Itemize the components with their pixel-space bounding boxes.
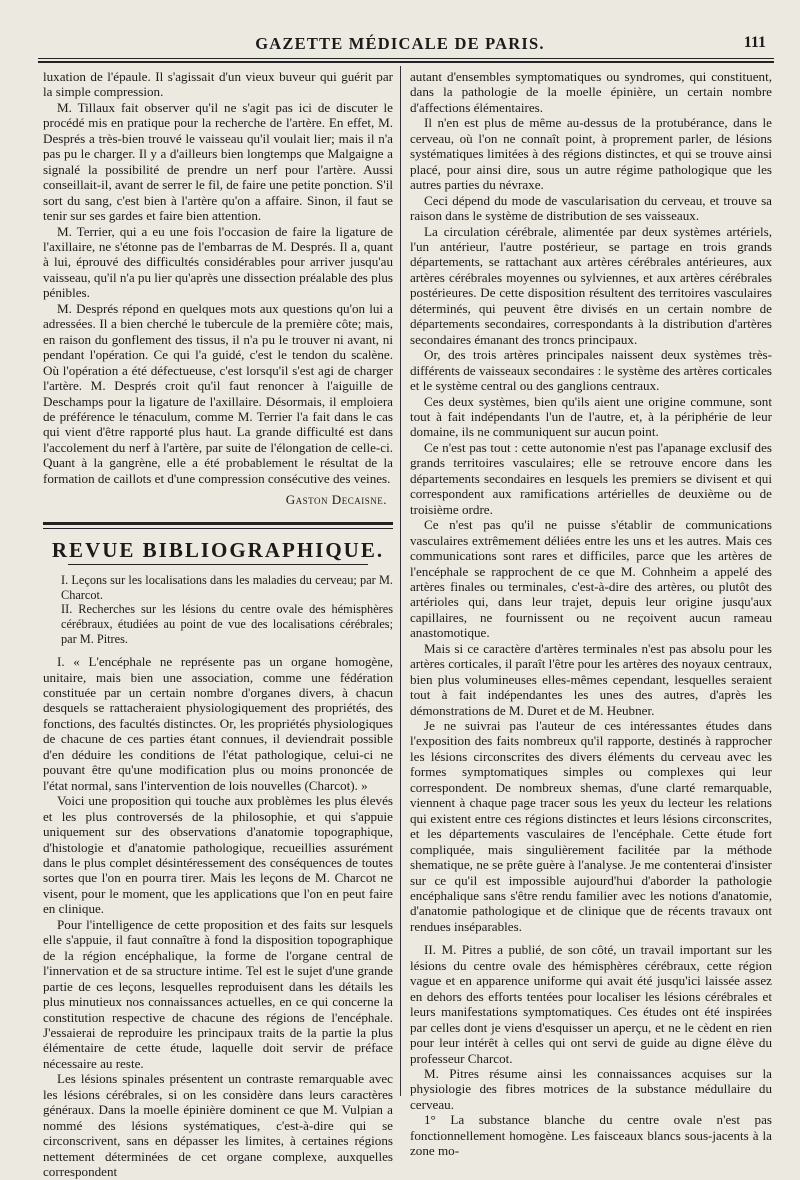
section-title: REVUE BIBLIOGRAPHIQUE.	[51, 537, 385, 562]
right-column	[410, 69, 772, 1159]
paragraph: Ceci dépend du mode de vascularisation du cerveau, et trouve sa raison dans le système de distribution de ses vaisseaux.	[410, 192, 772, 224]
paragraph: Les lésions spinales présentent un contraste remarquable avec les lésions cérébrales, si on les considère dans leurs caractères généraux. Dans la moelle épinière dominent ce que M. Vulpian a nommé des lésions systématiques, c'est-à-dire qui se circonscrivent, sans en dépasser les limites, à certaines régions nettement déterminées de cet organe complexe, auxquelles correspondent	[43, 1071, 393, 1180]
bibliographic-reference: II. Recherches sur les lésions du centre ovale des hémisphères cérébraux, étudiées au point de vue des localisations cérébrales; par M. Pitres.	[61, 602, 393, 646]
paragraph: luxation de l'épaule. Il s'agissait d'un vieux buveur qui guérit par la simple compression.	[43, 69, 393, 100]
paragraph: Je ne suivrai pas l'auteur de ces intéressantes études dans l'exposition des faits nombreux qu'il rapporte, destinés à rapprocher les lésions circonscrites des divers éléments du cerveau avec les formes symptomatiques simples ou complexes qui leur correspondent. De nombreux shemas, d'une clarté remarquable, viennent à chaque page tracer sous les yeux du lecteur les relations qui existent entre ces régions distinctes et leurs lésions circonscrites, et les départements vasculaires de l'encéphale. Cette étude fort compliquée, mais singulièrement facilitée par la méthode shematique, ne se prête guère à l'analyse. Je me contenterai d'insister sur ce qu'il est impossible aujourd'hui d'aborder la pathologie encéphalique sans s'être rendu familier avec les notions d'anatomie, d'anatomie pathologique et de clinique que de récents travaux ont rendues inséparables.	[410, 718, 772, 934]
paragraph: Ce n'est pas qu'il ne puisse s'établir de communications vasculaires extrêmement déliées entre les uns et les autres. Mais ces communications sont rares et difficiles, parce que les artères de l'encéphale se rapprochent de ce que M. Cohnheim a appelé des artères finales ou terminales, c'est-à-dire des artères, ou plutôt des artérioles qui, dans leur trajet, depuis leur origine jusqu'aux capillaires, ne fournissent ou ne reçoivent aucun rameau anastomotique.	[410, 517, 772, 641]
journal-title: GAZETTE MÉDICALE DE PARIS.	[255, 34, 545, 53]
section-divider	[43, 522, 393, 529]
bibliographic-reference: I. Leçons sur les localisations dans les maladies du cerveau; par M. Charcot.	[61, 573, 393, 602]
paragraph: Ces deux systèmes, bien qu'ils aient une origine commune, sont tout à fait indépendants l'un de l'autre, et, à la périphérie de leur domaine, ils ne communiquent sur aucun point.	[410, 393, 772, 440]
paragraph: Ce n'est pas tout : cette autonomie n'est pas l'apanage exclusif des grands territoires vasculaires; elle se retrouve encore dans les départements secondaires en lesquels les premiers se divisent et qui correspondent aux ramifications artérielles de deuxième ou de troisième ordre.	[410, 439, 772, 517]
paragraph: autant d'ensembles symptomatiques ou syndromes, qui constituent, dans la pathologie de la moelle épinière, un certain nombre d'affections élémentaires.	[410, 69, 772, 115]
page-number: 111	[743, 34, 766, 51]
spacer	[410, 934, 772, 942]
paragraph: M. Pitres résume ainsi les connaissances acquises sur la physiologie des fibres motrices de la substance médullaire du cerveau.	[410, 1066, 772, 1112]
paragraph: M. Després répond en quelques mots aux questions qu'on lui a adressées. Il a bien cherché le tubercule de la première côte; mais, en raison du gonflement des tissus, il n'a pu le trouver ni avant, ni pendant l'opération. Ce qui l'a guidé, c'est le tendon du scalène. Où l'opération a été défectueuse, c'est lorsqu'il s'est agi de charger l'artère. M. Després croit qu'il faut renoncer à l'aiguille de Deschamps pour la ligature de l'axillaire. Désormais, il emploiera de préférence le ténaculum, comme M. Terrier l'a fait dans le cas qui vient d'être rapporté plus haut. La grande difficulté est dans l'accolement du nerf à l'artère, par suite de l'élongation de celle-ci. Quant à la gangrène, elle a été probablement le résultat de la formation de caillots et d'une compression consécutive des veines.	[43, 300, 393, 486]
column-separator	[400, 66, 401, 1096]
paragraph: I. « L'encéphale ne représente pas un organe homogène, unitaire, mais bien une association, comme une fédération constituée par un certain nombre d'organes divers, à chacun desquels se rattacheraient physiologiquement des propriétés, des fonctions, des facultés distinctes. Or, les propriétés physiologiques de chacune de ces parties étant connues, il deviendrait possible d'en déduire les conditions de l'état pathologique, celui-ci ne pouvant être qu'une modification plus ou moins prononcée de l'état normal, sans l'intervention de lois nouvelles (Charcot). »	[43, 654, 393, 793]
paragraph: Or, des trois artères principales naissent deux systèmes très-différents de vaisseaux secondaires : le système des artères corticales et le système central ou des ganglions centraux.	[410, 347, 772, 394]
page-header	[30, 30, 770, 58]
paragraph: M. Tillaux fait observer qu'il ne s'agit pas ici de discuter le procédé mis en pratique pour la recherche de l'artère. En effet, M. Després a très-bien trouvé le vaisseau qu'il voulait lier; mais il n'a pas pu le charger. Il y a d'ailleurs bien longtemps que Malgaigne a signalé la possibilité de prendre un nerf pour l'artère. Aussi conseillait-il, avant de serrer le fil, de faire une petite ponction. S'il sort du sang, c'est bien à l'artère qu'on a affaire. Sinon, il faut se tenir sur ses gardes et faire bien attention.	[43, 99, 393, 224]
spacer	[43, 646, 393, 654]
author-signature: Gaston Decaisne.	[285, 492, 387, 508]
paragraph: La circulation cérébrale, alimentée par deux systèmes artériels, l'un antérieur, l'autre postérieur, se partage en trois grands départements, se rattachant aux artères cérébrales antérieures, aux artères cérébrales moyennes ou sylviennes, et aux artères cérébrales postérieures. De cette disposition résultent des territoires vasculaires déterminés, qui peuvent être divisés en un certain nombre de départements secondaires, correspondants à la distribution d'artères secondaires émanant des troncs principaux.	[410, 223, 772, 347]
paragraph: 1° La substance blanche du centre ovale n'est pas fonctionnellement homogène. Les faisceaux blancs sous-jacents à la zone mo-	[410, 1112, 772, 1159]
header-rule-thick	[38, 61, 774, 63]
left-column	[43, 69, 393, 1180]
paragraph: Pour l'intelligence de cette proposition et des faits sur lesquels elle s'appuie, il faut connaître à fond la disposition topographique de la région encéphalique, la forme de l'organe central de l'innervation et de sa structure intime. Tel est le sujet d'une grande partie de ces leçons, lesquelles reproduisent dans les détails les plus minutieux nos connaissances actuelles, en ce qui concerne la constitution respective de chacune des régions de l'encéphale. J'essaierai de reproduire les principaux traits de la partie la plus élémentaire de cette étude, laquelle doit servir de préface nécessaire au reste.	[43, 916, 393, 1071]
paragraph: M. Terrier, qui a eu une fois l'occasion de faire la ligature de l'axillaire, ne s'étonne pas de l'embarras de M. Després. Il a, quant à lui, éprouvé des difficultés considérables pour arriver jusqu'au vaisseau, qu'il n'a pu lier qu'après une dissection préalable des plus pénibles.	[43, 223, 393, 301]
paragraph: Voici une proposition qui touche aux problèmes les plus élevés et les plus controversés de la philosophie, et qui s'appuie uniquement sur des observations d'anatomie topographique, d'histologie et d'anatomie pathologique, recueillies assurément dans le plus complet désintéressement des conséquences de toutes sortes que l'on en pourra tirer. Mais les leçons de M. Charcot ne visent, pour le moment, que les applications que l'on en peut faire en clinique.	[43, 793, 393, 917]
paragraph: Il n'en est plus de même au-dessus de la protubérance, dans le cerveau, où l'on ne connaît point, à proprement parler, de lésions systématiques limitées à des régions distinctes, et qui se trouve ainsi placé, pour ainsi dire, sous un autre régime pathologique que les autres parties du névraxe.	[410, 115, 772, 193]
header-rule	[38, 58, 774, 59]
paragraph: Mais si ce caractère d'artères terminales n'est pas absolu pour les artères corticales, il paraît l'être pour les artères des noyaux centraux, bien plus volumineuses elles-mêmes cependant, lesquelles seraient tout à fait indépendantes les unes des autres, d'après les démonstrations de M. Duret et de M. Heubner.	[410, 640, 772, 718]
paragraph: II. M. Pitres a publié, de son côté, un travail important sur les lésions du centre ovale des hémisphères cérébraux, cette région vague et en apparence uniforme qui avait été jusqu'ici laissée assez en dehors des efforts tentées pour localiser les lésions cérébrales et leurs manifestations symptomatiques. Ces études ont été inspirées par celles dont je viens d'esquisser un aperçu, et ne le cèdent en rien pour leur intérêt à celles qui ont servi de guide au digne élève du professeur Charcot.	[410, 942, 772, 1066]
section-title-underline	[68, 564, 368, 565]
